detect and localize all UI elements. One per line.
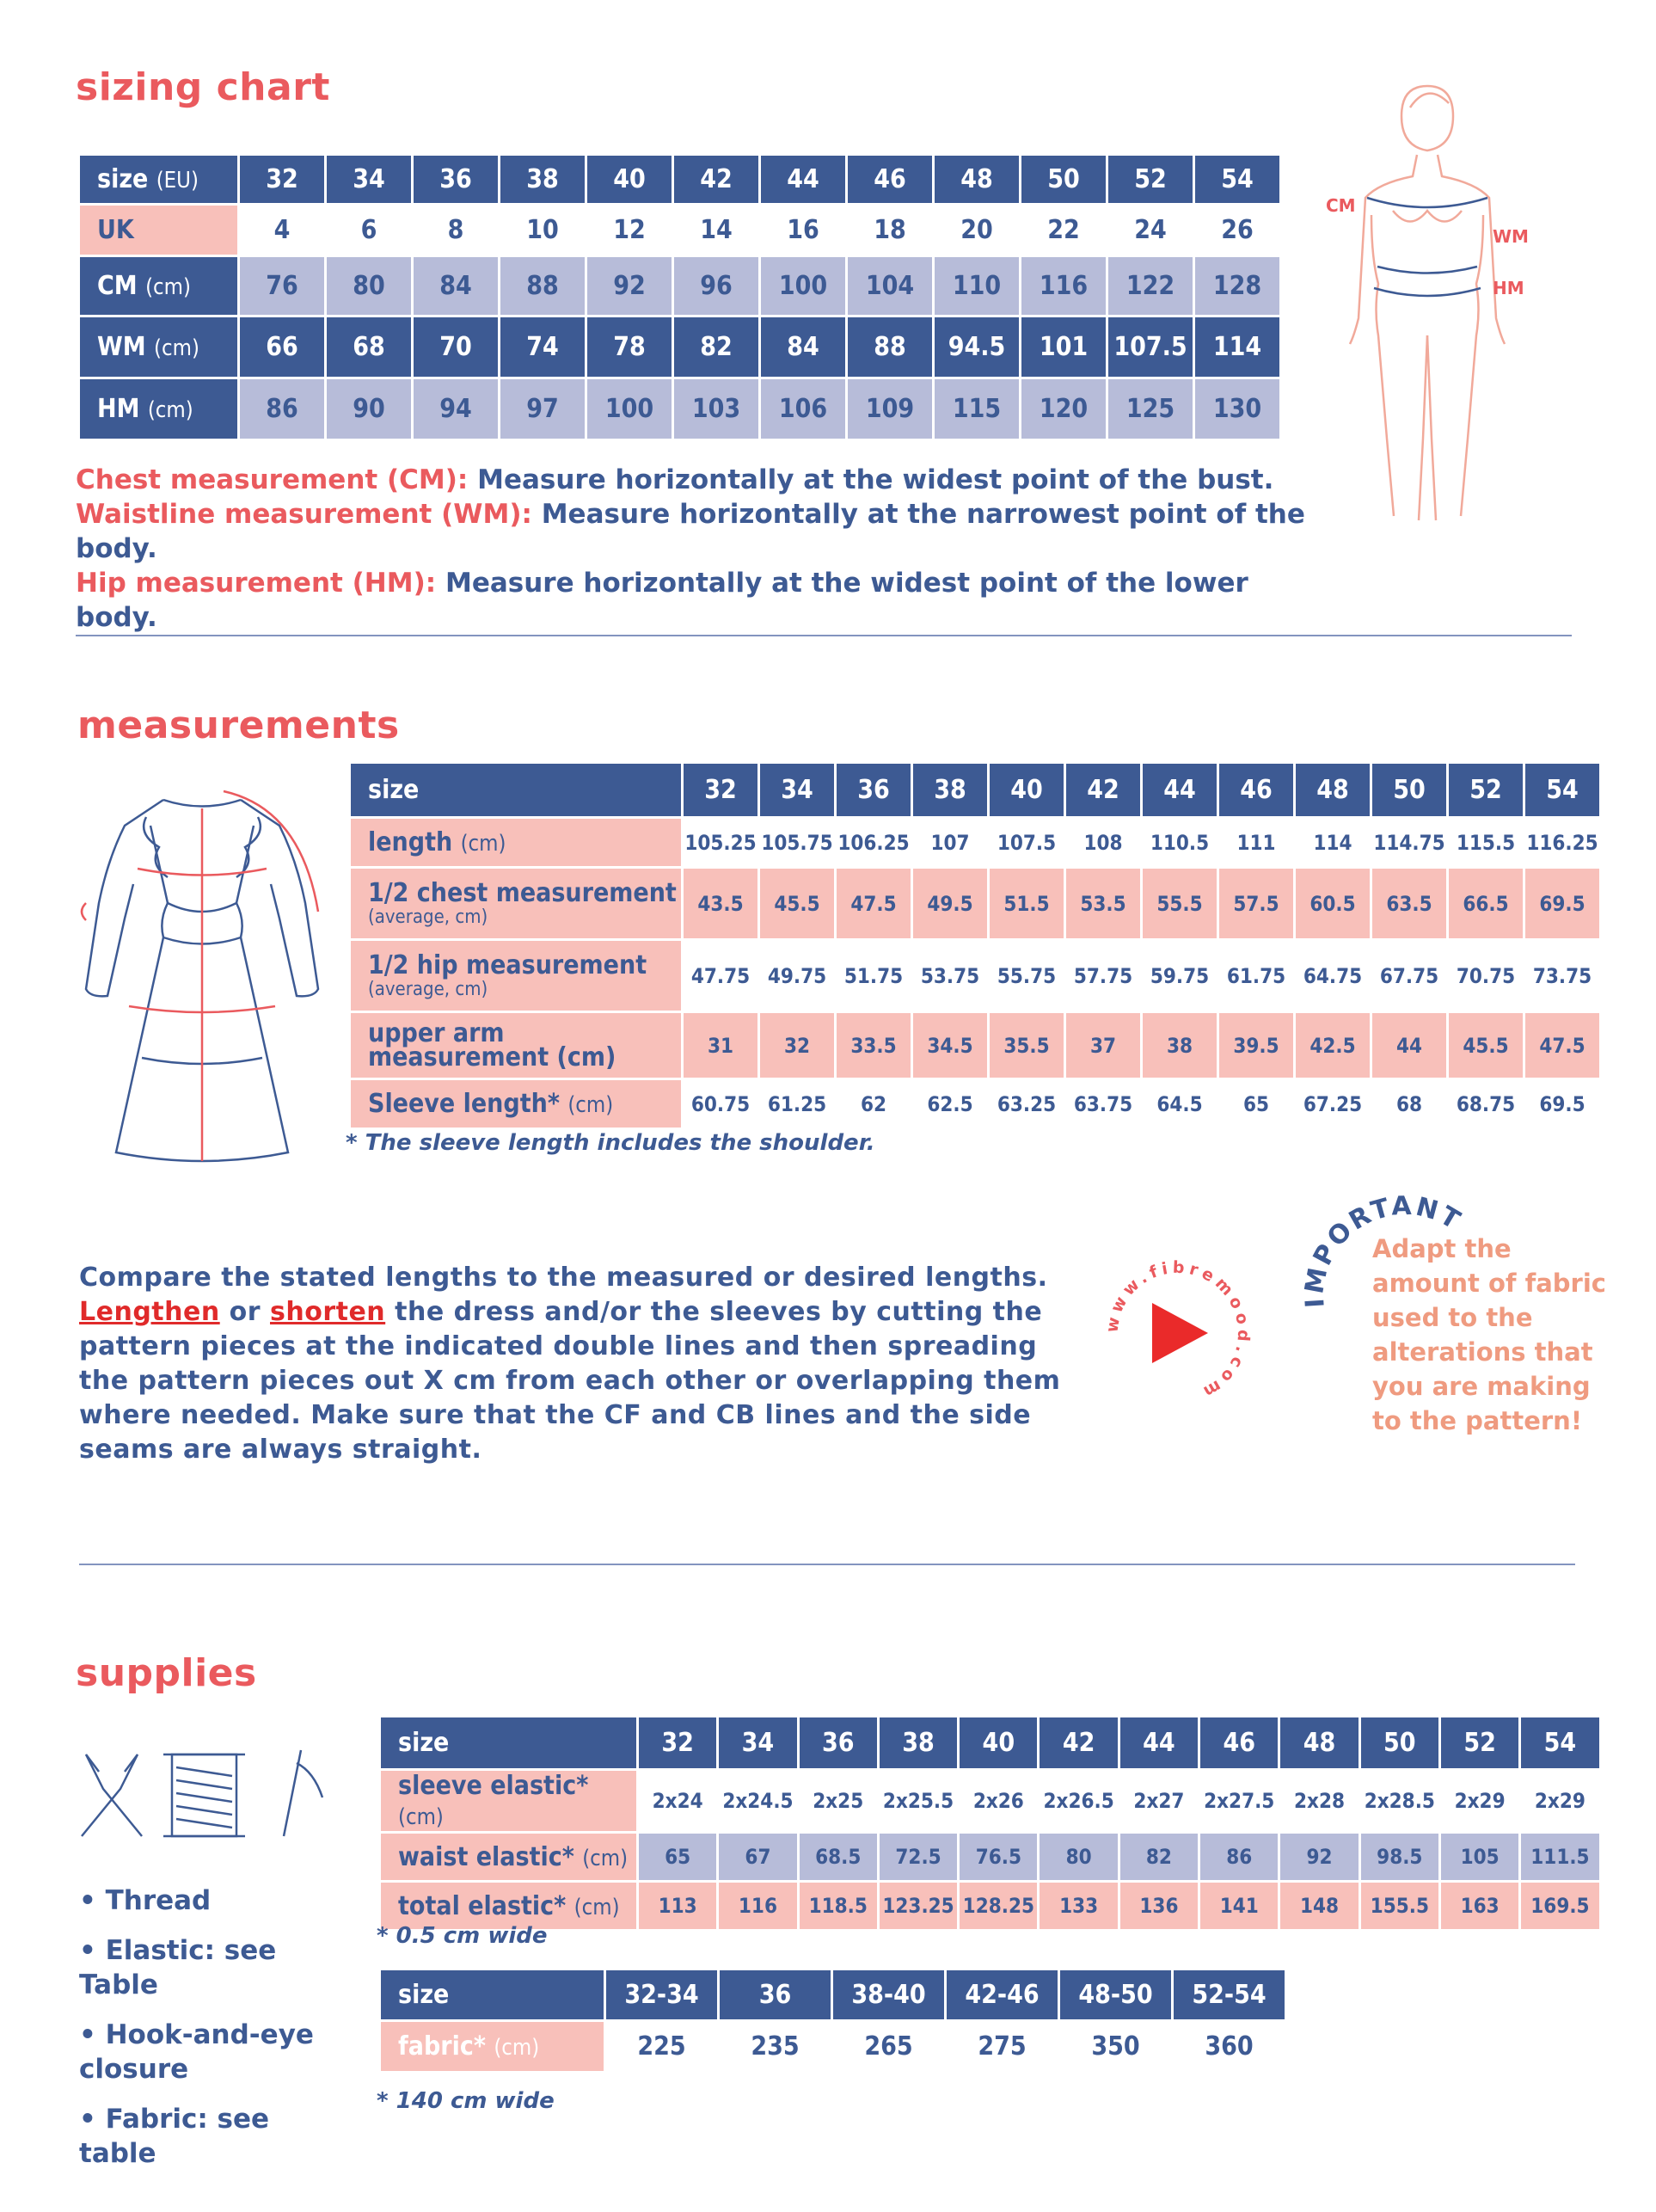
table-cell: 111	[1218, 818, 1295, 868]
table-cell: 63.75	[1065, 1079, 1142, 1129]
table-cell: 114.75	[1371, 818, 1448, 868]
size-cell: 34	[326, 155, 413, 205]
table-cell: 14	[673, 205, 760, 256]
alteration-paragraph: Compare the stated lengths to the measured or desired lengths. Lengthen or shorten the dress and/or the sleeves by cutting the pattern pieces at the indicated double lines and then spreading the pattern pieces out X cm from each other or overlapping them where needed. Make sure that the CF and CB lines and the side seams are always straight.	[79, 1263, 1061, 1465]
table-cell: 92	[1279, 1833, 1359, 1882]
table-cell: 107	[912, 818, 989, 868]
important-title: IMPORTANT	[1299, 1190, 1468, 1309]
measurement-definitions	[76, 463, 1314, 635]
table-cell: 47.5	[836, 868, 912, 940]
list-item: • Fabric: see table	[79, 2104, 270, 2169]
size-cell: 42-46	[946, 1969, 1059, 2021]
table-cell: 68.75	[1448, 1079, 1524, 1129]
size-cell: 46	[1199, 1717, 1279, 1770]
table-cell: 118.5	[798, 1882, 878, 1931]
table-cell: 114	[1295, 818, 1371, 868]
table-cell: 110	[934, 256, 1021, 316]
size-cell: 32	[683, 763, 759, 818]
size-cell: 38	[912, 763, 989, 818]
table-cell: 70.75	[1448, 940, 1524, 1012]
size-cell: 54	[1524, 763, 1601, 818]
table-row	[79, 256, 1281, 316]
row-label-uk: UK	[79, 205, 239, 256]
table-cell: 116	[1021, 256, 1107, 316]
row-label-total-elastic: total elastic* (cm)	[380, 1882, 638, 1931]
table-cell: 69.5	[1524, 868, 1601, 940]
size-cell: 40	[989, 763, 1065, 818]
table-cell: 80	[326, 256, 413, 316]
table-cell: 16	[760, 205, 847, 256]
size-cell: 42	[673, 155, 760, 205]
table-cell: 34.5	[912, 1012, 989, 1079]
size-cell: 52-54	[1173, 1969, 1286, 2021]
sizing-header-row	[79, 155, 1281, 205]
size-cell: 52	[1107, 155, 1194, 205]
figure-label-wm: WM	[1493, 226, 1529, 247]
row-label-waist-elastic: waist elastic* (cm)	[380, 1833, 638, 1882]
row-label-half-hip: 1/2 hip measurement (average, cm)	[350, 940, 683, 1012]
size-cell: 32	[239, 155, 326, 205]
table-cell: 163	[1439, 1882, 1519, 1931]
table-cell: 98.5	[1359, 1833, 1439, 1882]
table-cell: 63.25	[989, 1079, 1065, 1129]
table-cell: 76	[239, 256, 326, 316]
size-cell: 46	[1218, 763, 1295, 818]
table-row	[380, 1770, 1601, 1833]
table-cell: 18	[847, 205, 934, 256]
table-cell: 104	[847, 256, 934, 316]
elastic-table	[378, 1715, 1602, 1932]
table-cell: 225	[605, 2021, 719, 2073]
table-cell: 2x25	[798, 1770, 878, 1833]
size-cell: 38	[878, 1717, 958, 1770]
size-cell: 40	[586, 155, 673, 205]
table-cell: 72.5	[878, 1833, 958, 1882]
elastic-header-label: size	[380, 1717, 638, 1770]
table-cell: 51.5	[989, 868, 1065, 940]
table-cell: 26	[1194, 205, 1281, 256]
size-cell: 32	[638, 1717, 718, 1770]
table-cell: 32	[759, 1012, 836, 1079]
size-cell: 52	[1448, 763, 1524, 818]
important-text: Adapt the amount of fabric used to the alterations that you are making to the pattern!	[1372, 1234, 1606, 1435]
table-cell: 360	[1173, 2021, 1286, 2073]
row-label-length: length (cm)	[350, 818, 683, 868]
table-cell: 2x26.5	[1039, 1770, 1119, 1833]
table-cell: 88	[847, 316, 934, 378]
badge-url-text: www.fibremood.com	[1102, 1257, 1254, 1404]
size-cell: 36	[719, 1969, 832, 2021]
table-cell: 122	[1107, 256, 1194, 316]
definition-hm: Hip measurement (HM): Measure horizontally at the widest point of the lower body.	[76, 568, 1248, 633]
table-cell: 74	[500, 316, 586, 378]
row-label-cm: CM (cm)	[79, 256, 239, 316]
table-cell: 123.25	[878, 1882, 958, 1931]
size-cell: 48	[934, 155, 1021, 205]
size-cell: 38	[500, 155, 586, 205]
table-cell: 49.75	[759, 940, 836, 1012]
table-cell: 53.75	[912, 940, 989, 1012]
row-label-sleeve-length: Sleeve length* (cm)	[350, 1079, 683, 1129]
table-cell: 66.5	[1448, 868, 1524, 940]
table-cell: 2x29	[1520, 1770, 1600, 1833]
table-cell: 2x29	[1439, 1770, 1519, 1833]
definition-wm: Waistline measurement (WM): Measure horizontally at the narrowest point of the body.	[76, 499, 1305, 564]
table-cell: 169.5	[1520, 1882, 1600, 1931]
table-cell: 275	[946, 2021, 1059, 2073]
fabric-header-row	[380, 1969, 1286, 2021]
table-cell: 115.5	[1448, 818, 1524, 868]
measurements-table	[348, 761, 1602, 1130]
table-cell: 38	[1142, 1012, 1218, 1079]
table-cell: 67.75	[1371, 940, 1448, 1012]
table-row	[79, 316, 1281, 378]
row-label-fabric: fabric* (cm)	[380, 2021, 605, 2073]
table-cell: 67	[718, 1833, 798, 1882]
size-cell: 32-34	[605, 1969, 719, 2021]
table-cell: 64.5	[1142, 1079, 1218, 1129]
table-cell: 68	[326, 316, 413, 378]
table-cell: 107.5	[989, 818, 1065, 868]
row-label-sleeve-elastic: sleeve elastic* (cm)	[380, 1770, 638, 1833]
size-cell: 34	[759, 763, 836, 818]
list-item: • Elastic: see Table	[79, 1935, 277, 2000]
measurements-header-label: size	[350, 763, 683, 818]
elastic-header-row	[380, 1717, 1601, 1770]
table-cell: 22	[1021, 205, 1107, 256]
fabric-table	[378, 1968, 1287, 2074]
table-cell: 61.75	[1218, 940, 1295, 1012]
table-cell: 60.5	[1295, 868, 1371, 940]
table-cell: 49.5	[912, 868, 989, 940]
table-cell: 24	[1107, 205, 1194, 256]
table-row	[79, 378, 1281, 440]
table-cell: 82	[1119, 1833, 1199, 1882]
table-cell: 84	[760, 316, 847, 378]
table-cell: 105.25	[683, 818, 759, 868]
table-cell: 63.5	[1371, 868, 1448, 940]
table-cell: 88	[500, 256, 586, 316]
size-cell: 36	[798, 1717, 878, 1770]
size-cell: 42	[1065, 763, 1142, 818]
body-figure-icon	[1316, 60, 1539, 559]
table-cell: 106.25	[836, 818, 912, 868]
table-cell: 66	[239, 316, 326, 378]
lengthen-link[interactable]: Lengthen	[79, 1297, 220, 1327]
table-row	[350, 868, 1601, 940]
table-cell: 82	[673, 316, 760, 378]
size-cell: 50	[1021, 155, 1107, 205]
row-label-hm: HM (cm)	[79, 378, 239, 440]
table-cell: 45.5	[759, 868, 836, 940]
table-cell: 105.75	[759, 818, 836, 868]
table-cell: 92	[586, 256, 673, 316]
table-cell: 103	[673, 378, 760, 440]
table-cell: 94	[413, 378, 500, 440]
section-divider	[76, 635, 1572, 636]
table-cell: 55.5	[1142, 868, 1218, 940]
size-cell: 36	[836, 763, 912, 818]
table-cell: 80	[1039, 1833, 1119, 1882]
table-cell: 76.5	[959, 1833, 1039, 1882]
table-cell: 62.5	[912, 1079, 989, 1129]
shorten-link[interactable]: shorten	[270, 1297, 386, 1327]
table-cell: 33.5	[836, 1012, 912, 1079]
table-cell: 20	[934, 205, 1021, 256]
table-cell: 235	[719, 2021, 832, 2073]
table-cell: 107.5	[1107, 316, 1194, 378]
table-cell: 141	[1199, 1882, 1279, 1931]
sleeve-footnote: * The sleeve length includes the shoulder.	[346, 1130, 875, 1156]
table-cell: 106	[760, 378, 847, 440]
table-cell: 55.75	[989, 940, 1065, 1012]
table-cell: 4	[239, 205, 326, 256]
table-cell: 8	[413, 205, 500, 256]
table-cell: 51.75	[836, 940, 912, 1012]
table-cell: 6	[326, 205, 413, 256]
section-divider	[79, 1564, 1575, 1565]
table-cell: 105	[1439, 1833, 1519, 1882]
size-cell: 50	[1359, 1717, 1439, 1770]
table-cell: 2x27.5	[1199, 1770, 1279, 1833]
table-cell: 120	[1021, 378, 1107, 440]
figure-label-hm: HM	[1493, 278, 1524, 298]
table-cell: 109	[847, 378, 934, 440]
table-cell: 96	[673, 256, 760, 316]
table-cell: 70	[413, 316, 500, 378]
table-cell: 108	[1065, 818, 1142, 868]
table-cell: 47.5	[1524, 1012, 1601, 1079]
table-row	[380, 2021, 1286, 2073]
size-cell: 52	[1439, 1717, 1519, 1770]
table-cell: 43.5	[683, 868, 759, 940]
table-cell: 86	[1199, 1833, 1279, 1882]
table-cell: 10	[500, 205, 586, 256]
elastic-footnote: * 0.5 cm wide	[377, 1923, 548, 1949]
size-cell: 48-50	[1059, 1969, 1173, 2021]
table-cell: 60.75	[683, 1079, 759, 1129]
table-cell: 73.75	[1524, 940, 1601, 1012]
dress-illustration-icon	[60, 774, 344, 1178]
sizing-table	[77, 153, 1282, 441]
table-cell: 155.5	[1359, 1882, 1439, 1931]
table-cell: 94.5	[934, 316, 1021, 378]
size-cell: 36	[413, 155, 500, 205]
table-cell: 2x25.5	[878, 1770, 958, 1833]
table-cell: 116	[718, 1882, 798, 1931]
table-cell: 2x28.5	[1359, 1770, 1439, 1833]
table-cell: 62	[836, 1079, 912, 1129]
table-cell: 100	[760, 256, 847, 316]
size-cell: 54	[1520, 1717, 1600, 1770]
table-cell: 115	[934, 378, 1021, 440]
video-play-badge[interactable]	[1101, 1256, 1255, 1410]
table-cell: 44	[1371, 1012, 1448, 1079]
table-cell: 69.5	[1524, 1079, 1601, 1129]
table-cell: 110.5	[1142, 818, 1218, 868]
size-cell: 48	[1279, 1717, 1359, 1770]
size-cell: 38-40	[832, 1969, 946, 2021]
table-cell: 265	[832, 2021, 946, 2073]
table-cell: 2x28	[1279, 1770, 1359, 1833]
table-cell: 68.5	[798, 1833, 878, 1882]
table-cell: 61.25	[759, 1079, 836, 1129]
fabric-header-label: size	[380, 1969, 605, 2021]
table-row	[380, 1833, 1601, 1882]
table-row	[380, 1882, 1601, 1931]
sizing-header-label: size (EU)	[79, 155, 239, 205]
measurements-title: measurements	[77, 704, 400, 747]
table-cell: 116.25	[1524, 818, 1601, 868]
table-cell: 57.75	[1065, 940, 1142, 1012]
table-cell: 67.25	[1295, 1079, 1371, 1129]
figure-label-cm: CM	[1326, 195, 1356, 216]
row-label-wm: WM (cm)	[79, 316, 239, 378]
table-cell: 65	[1218, 1079, 1295, 1129]
table-cell: 12	[586, 205, 673, 256]
table-cell: 130	[1194, 378, 1281, 440]
table-cell: 64.75	[1295, 940, 1371, 1012]
table-cell: 31	[683, 1012, 759, 1079]
row-label-half-chest: 1/2 chest measurement (average, cm)	[350, 868, 683, 940]
definition-cm: Chest measurement (CM): Measure horizontally at the widest point of the bust.	[76, 464, 1274, 495]
table-cell: 100	[586, 378, 673, 440]
table-row	[350, 1012, 1601, 1079]
table-row	[350, 1079, 1601, 1129]
table-cell: 125	[1107, 378, 1194, 440]
table-cell: 42.5	[1295, 1012, 1371, 1079]
measurements-header-row	[350, 763, 1601, 818]
table-cell: 90	[326, 378, 413, 440]
size-cell: 54	[1194, 155, 1281, 205]
size-cell: 44	[1142, 763, 1218, 818]
table-cell: 111.5	[1520, 1833, 1600, 1882]
table-row	[350, 940, 1601, 1012]
table-cell: 2x24.5	[718, 1770, 798, 1833]
table-row	[350, 818, 1601, 868]
table-cell: 68	[1371, 1079, 1448, 1129]
table-cell: 86	[239, 378, 326, 440]
table-cell: 128	[1194, 256, 1281, 316]
table-cell: 57.5	[1218, 868, 1295, 940]
table-cell: 65	[638, 1833, 718, 1882]
table-cell: 128.25	[959, 1882, 1039, 1931]
table-cell: 133	[1039, 1882, 1119, 1931]
list-item: • Hook-and-eye closure	[79, 2019, 314, 2085]
sewing-tools-icon	[77, 1746, 327, 1845]
size-cell: 44	[1119, 1717, 1199, 1770]
table-cell: 114	[1194, 316, 1281, 378]
table-cell: 53.5	[1065, 868, 1142, 940]
size-cell: 44	[760, 155, 847, 205]
table-cell: 45.5	[1448, 1012, 1524, 1079]
size-cell: 50	[1371, 763, 1448, 818]
size-cell: 48	[1295, 763, 1371, 818]
table-cell: 101	[1021, 316, 1107, 378]
table-row	[79, 205, 1281, 256]
table-cell: 35.5	[989, 1012, 1065, 1079]
table-cell: 39.5	[1218, 1012, 1295, 1079]
size-cell: 42	[1039, 1717, 1119, 1770]
table-cell: 47.75	[683, 940, 759, 1012]
supplies-title: supplies	[76, 1651, 257, 1695]
table-cell: 136	[1119, 1882, 1199, 1931]
size-cell: 34	[718, 1717, 798, 1770]
table-cell: 148	[1279, 1882, 1359, 1931]
table-cell: 78	[586, 316, 673, 378]
size-cell: 40	[959, 1717, 1039, 1770]
table-cell: 2x26	[959, 1770, 1039, 1833]
table-cell: 59.75	[1142, 940, 1218, 1012]
fabric-footnote: * 140 cm wide	[377, 2088, 555, 2114]
row-label-upper-arm: upper arm measurement (cm)	[350, 1012, 683, 1079]
sizing-chart-title: sizing chart	[76, 65, 330, 109]
list-item: • Thread	[79, 1885, 212, 1916]
size-cell: 46	[847, 155, 934, 205]
table-cell: 2x27	[1119, 1770, 1199, 1833]
table-cell: 350	[1059, 2021, 1173, 2073]
table-cell: 113	[638, 1882, 718, 1931]
table-cell: 2x24	[638, 1770, 718, 1833]
table-cell: 37	[1065, 1012, 1142, 1079]
play-icon	[1152, 1303, 1208, 1363]
table-cell: 84	[413, 256, 500, 316]
table-cell: 97	[500, 378, 586, 440]
supplies-list	[79, 1883, 354, 2171]
